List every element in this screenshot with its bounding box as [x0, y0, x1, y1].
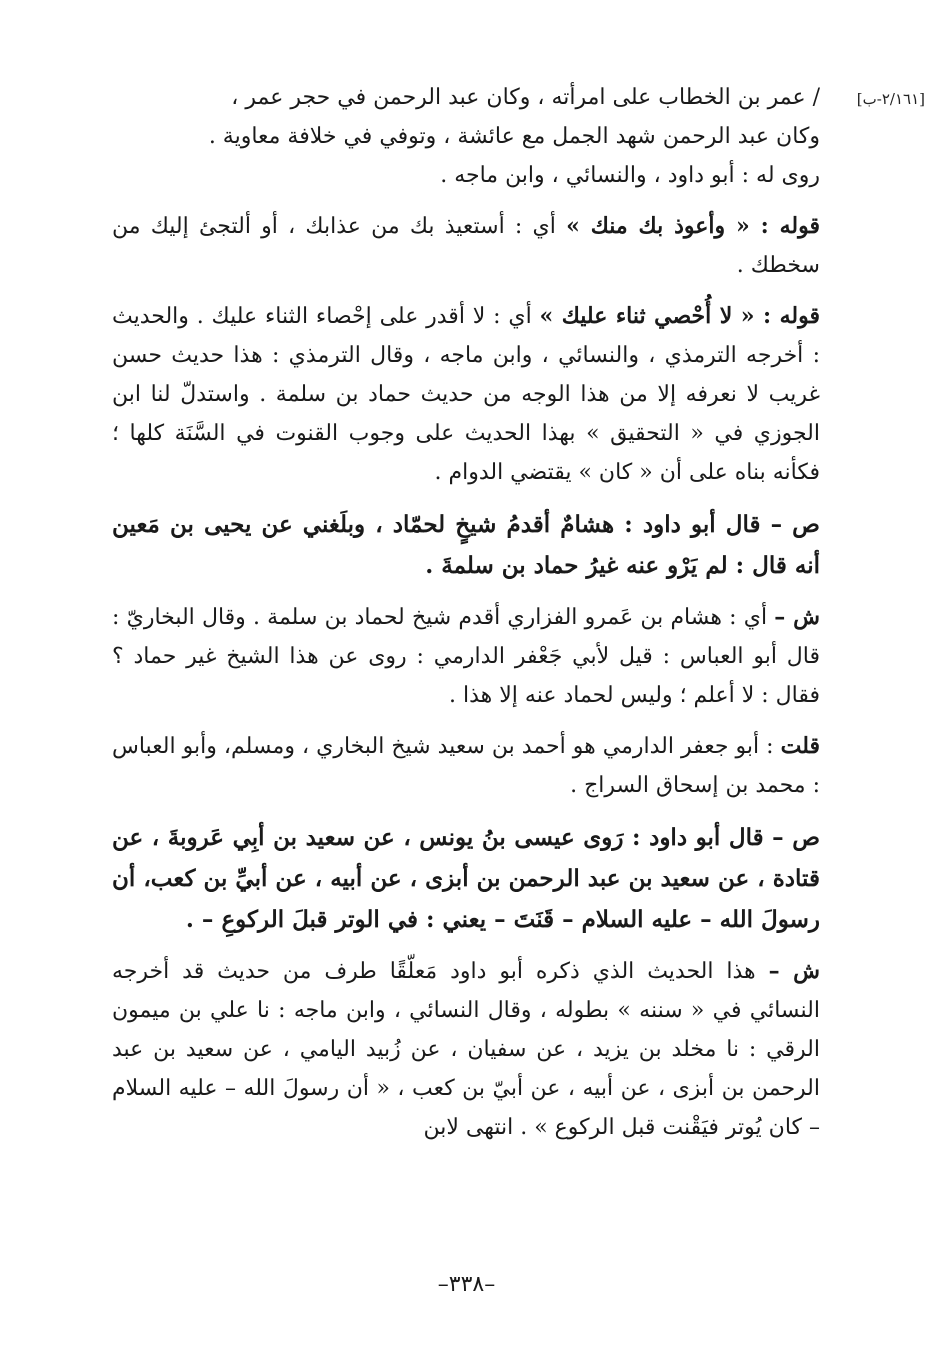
commentary-text: أي : هشام بن عَمرو الفزاري أقدم شيخ لحماد بن سلمة . وقال البخاريّ : قال أبو العباس : قيل لأبي جَعْفر الدارمي : روى عن هذا الشيخ غير حماد ؟ فقال : لا أعلم ؛ وليس لحماد عنه إلا هذا . [112, 605, 820, 708]
text-line: / عمر بن الخطاب على امرأته ، وكان عبد الرحمن في حجر عمر ، [231, 85, 820, 110]
lemma-heading: قوله : « وأعوذ بك منك » [566, 213, 821, 239]
text-line: روى له : أبو داود ، والنسائي ، وابن ماجه . [440, 163, 820, 188]
qultu-marker: قلت [780, 733, 820, 759]
commentary-text: هذا الحديث الذي ذكره أبو داود مَعلّقًا طرف من حديث قد أخرجه النسائي في « سننه » بطوله ، وقال النسائي ، وابن ماجه : نا علي بن ميمون الرقي : نا مخلد بن يزيد ، عن سفيان ، عن زُبيد اليامي ، عن سعيد بن عبد الرحمن بن أبزى ، عن أبيه ، عن أبيّ بن كعب ، « أن رسولَ الله – عليه السلام – كان يُوتر فيَقْنت قبل الركوع » . انتهى لابن [112, 959, 820, 1140]
commentary-text: : أبو جعفر الدارمي هو أحمد بن سعيد شيخ البخاري ، ومسلم، وأبو العباس : محمد بن إسحاق السراج . [112, 734, 820, 798]
paragraph-qawluh-audhu [112, 207, 820, 285]
commentary-text: أي : أستعيذ بك من عذابك ، أو ألتجئ إليك من سخطك . [112, 214, 820, 278]
sharh-marker: ش – [774, 604, 821, 630]
sharh-marker: ش – [768, 958, 820, 984]
matn-text-hisham: ص – قال أبو داود : هشامٌ أقدمُ شيخٍ لحمّاد ، وبلَغني عن يحيى بن مَعين أنه قال : لم يَرْو عنه غيرُ حماد بن سلمةَ . [112, 511, 820, 579]
paragraph-sharh-hisham [112, 598, 820, 715]
text-line: وكان عبد الرحمن شهد الجمل مع عائشة ، وتوفي في خلافة معاوية . [208, 124, 820, 149]
paragraph-sharh-qunut [112, 952, 820, 1147]
matn-text-qunut: ص – قال أبو داود : رَوى عيسى بنُ يونس ، عن سعيد بن أبِي عَروبةَ ، عن قتادة ، عن سعيد بن عبد الرحمن بن أبزى ، عن أبيه ، عن أبيِّ بن كعب، أن رسولَ الله – عليه السلام – قَنَتَ – يعني : في الوتر قبلَ الركوعِ – . [112, 824, 820, 933]
page-number: –٣٣٨– [437, 1272, 496, 1297]
commentary-text: أي : لا أقدر على إحْصاء الثناء عليك . والحديث : أخرجه الترمذي ، والنسائي ، وابن ماجه ، وقال الترمذي : هذا حديث حسن غريب لا نعرفه إلا من هذا الوجه من حديث حماد بن سلمة . واستدلّ لنا ابن الجوزي في « التحقيق » بهذا الحديث على وجوب القنوت في السَّنَة كلها ؛ فكأنه بناه على أن « كان » يقتضي الدوام . [112, 304, 820, 485]
paragraph-qultu [112, 727, 820, 805]
page-body [112, 78, 820, 1318]
paragraph-qawluh-uhsi [112, 297, 820, 492]
paragraph-abd-al-rahman [112, 78, 820, 195]
lemma-heading: قوله : « لا أُحْصي ثناء عليك » [539, 303, 820, 329]
margin-folio-reference: [٢/١٦١-ب] [856, 90, 925, 108]
